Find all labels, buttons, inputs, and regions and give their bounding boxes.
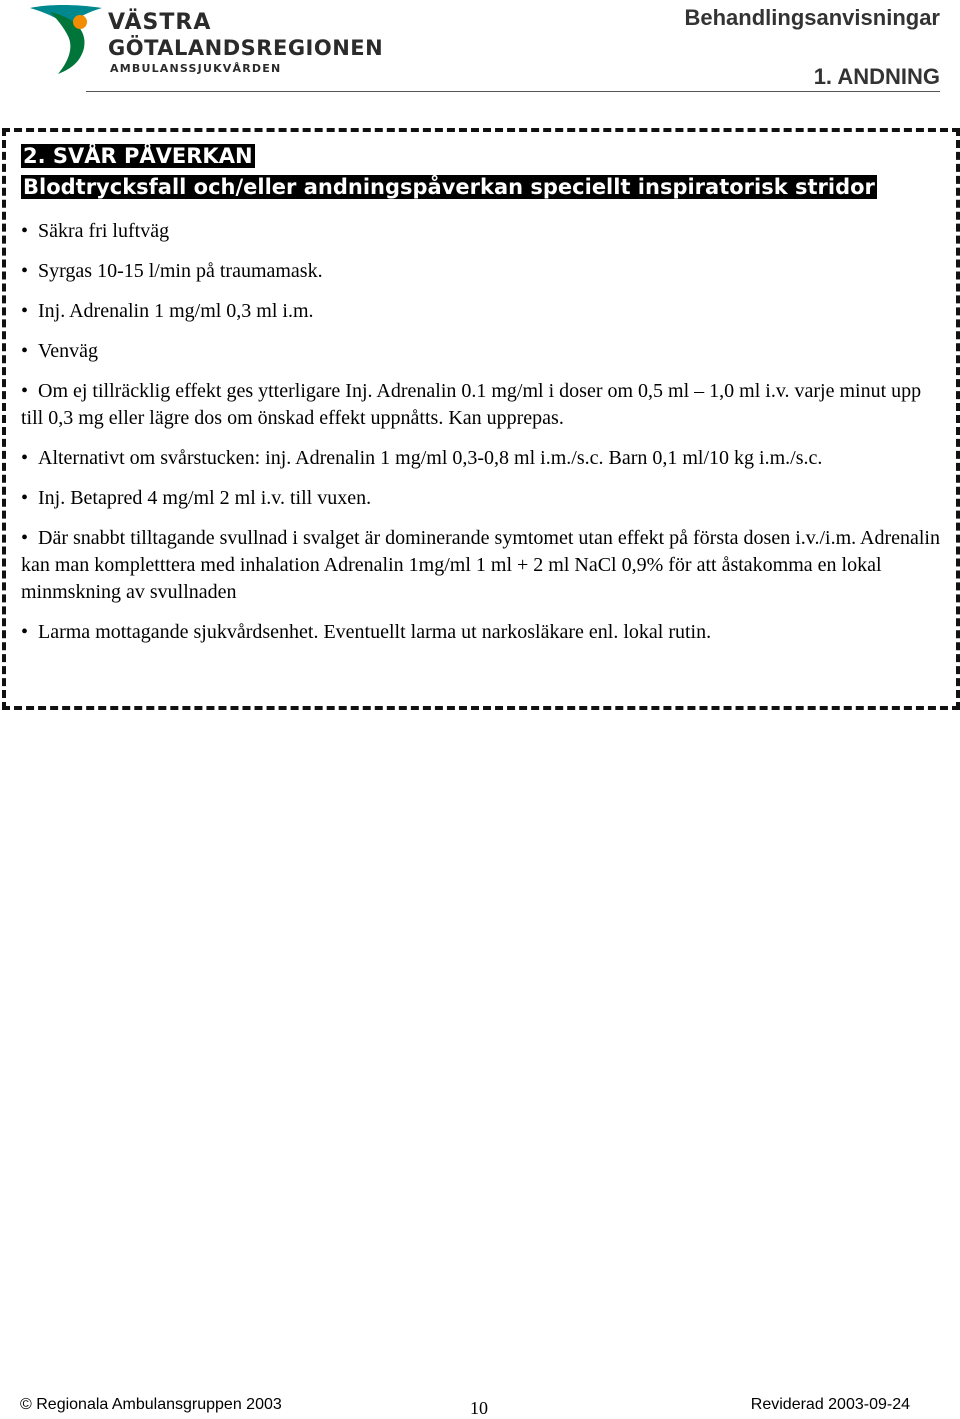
symptom-heading: Blodtrycksfall och/eller andningspåverkan speciellt inspiratorisk stridor: [23, 175, 875, 199]
header-divider: [86, 91, 940, 92]
list-item-text: Venväg: [38, 340, 98, 362]
section-title: 1. ANDNING: [813, 64, 940, 89]
document-title: Behandlingsanvisningar: [684, 5, 940, 30]
list-item: [21, 258, 941, 285]
list-item: [21, 619, 941, 646]
footer-revision-date: Reviderad 2003-09-24: [750, 1396, 910, 1413]
bullet-icon: •: [21, 621, 29, 643]
org-name-line1: VÄSTRA: [108, 10, 212, 35]
list-item: [21, 525, 941, 606]
bullet-icon: •: [21, 487, 29, 509]
box-content: [21, 142, 941, 659]
org-name-line2: GÖTALANDSREGIONEN: [108, 36, 384, 60]
bullet-icon: •: [21, 340, 29, 362]
bullet-icon: •: [21, 260, 29, 282]
severity-heading: 2. SVÅR PÅVERKAN: [23, 144, 253, 168]
footer-page-number: 10: [470, 1398, 488, 1418]
bullet-icon: •: [21, 447, 29, 469]
box-heading: [21, 142, 941, 204]
list-item-text: Syrgas 10-15 l/min på traumamask.: [38, 260, 323, 282]
list-item-text: Inj. Adrenalin 1 mg/ml 0,3 ml i.m.: [38, 300, 314, 322]
list-item: [21, 445, 941, 472]
list-item-text: Inj. Betapred 4 mg/ml 2 ml i.v. till vuxen.: [38, 487, 372, 509]
bullet-icon: •: [21, 220, 29, 242]
bullet-icon: •: [21, 300, 29, 322]
org-name-line3: AMBULANSSJUKVÅRDEN: [110, 62, 282, 75]
list-item-text: Säkra fri luftväg: [38, 220, 170, 242]
treatment-list: [21, 218, 941, 646]
list-item-text: Där snabbt tilltagande svullnad i svalget är dominerande symtomet utan effekt på första dosen i.v./i.m. Adrenalin kan man kompletttera med inhalation Adrenalin 1mg/ml 1 ml + 2 ml NaCl 0,9% för att åstakomma en lokal minmskning av svullnaden: [21, 527, 940, 603]
list-item: [21, 338, 941, 365]
list-item-text: Larma mottagande sjukvårdsenhet. Eventuellt larma ut narkosläkare enl. lokal rutin.: [38, 621, 712, 643]
list-item-text: Om ej tillräcklig effekt ges ytterligare Inj. Adrenalin 0.1 mg/ml i doser om 0,5 ml – 1,0 ml i.v. varje minut upp till 0,3 mg eller lägre dos om önskad effekt uppnåtts. Kan upprepas.: [21, 380, 922, 429]
severe-reaction-box: [2, 128, 960, 710]
organization-logo: [28, 4, 384, 76]
bullet-icon: •: [21, 380, 29, 402]
bullet-icon: •: [21, 527, 29, 549]
region-emblem-icon: [28, 4, 106, 76]
list-item: [21, 218, 941, 245]
list-item: [21, 378, 941, 432]
list-item: [21, 485, 941, 512]
footer-copyright: © Regionala Ambulansgruppen 2003: [20, 1396, 282, 1413]
list-item-text: Alternativt om svårstucken: inj. Adrenalin 1 mg/ml 0,3-0,8 ml i.m./s.c. Barn 0,1 ml/10 kg i.m./s.c.: [38, 447, 823, 469]
list-item: [21, 298, 941, 325]
